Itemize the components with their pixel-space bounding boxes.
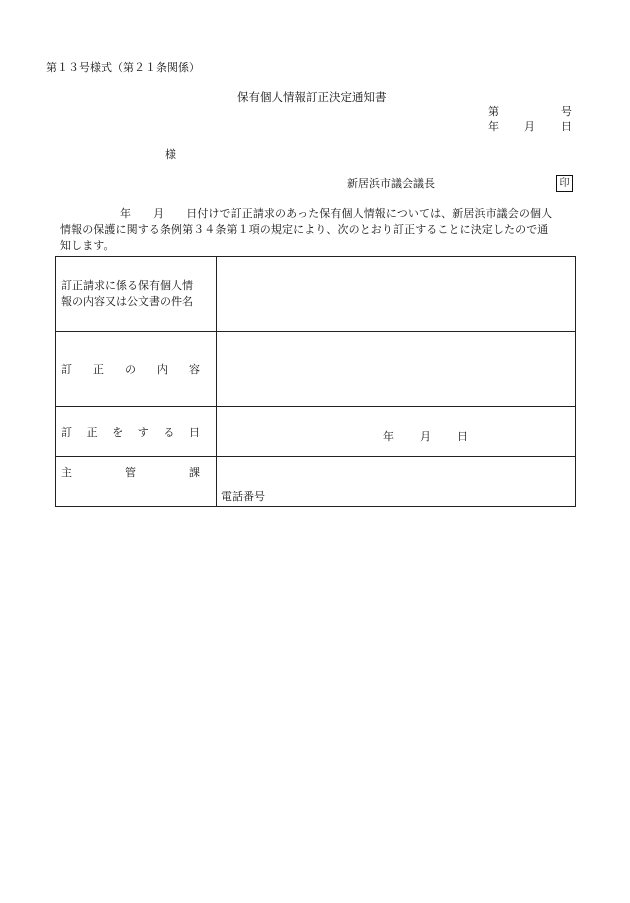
content-label-char: 訂: [61, 363, 72, 376]
phone-number-label: 電話番号: [221, 490, 265, 503]
subject-value-cell[interactable]: [217, 257, 576, 332]
body-line-1-text: 日付けで訂正請求のあった保有個人情報については、新居浜市議会の個人: [186, 207, 553, 220]
department-label-char: 管: [125, 465, 136, 479]
date-day: 日: [561, 120, 572, 133]
subject-label-line-2: 報の内容又は公文書の件名: [61, 295, 193, 308]
department-label-char: 主: [61, 465, 72, 479]
body-line-1: [60, 206, 584, 222]
row-date-day: 日: [457, 430, 468, 443]
date-month: 月: [524, 120, 535, 133]
date-label-char: を: [112, 425, 124, 439]
date-label-char: 正: [86, 425, 98, 439]
department-value-cell[interactable]: [217, 457, 576, 507]
doc-number-suffix: 号: [561, 105, 572, 118]
date-label-char: る: [163, 425, 175, 439]
date-label-char: 訂: [61, 425, 72, 439]
content-label-char: 正: [93, 363, 104, 376]
table-row-content: [56, 332, 576, 407]
date-year: 年: [488, 120, 499, 133]
subject-label: [56, 257, 217, 332]
content-label-chars: [61, 361, 200, 377]
date-label-chars: [61, 424, 200, 440]
subject-label-line-1: 訂正請求に係る保有個人情: [61, 279, 193, 292]
date-label-char: 日: [188, 425, 200, 439]
body-month: 月: [153, 207, 165, 220]
content-label-char: 内: [157, 363, 168, 376]
date-value-cell[interactable]: [217, 407, 576, 457]
addressee-honorific: 様: [165, 148, 176, 161]
row-date-month: 月: [420, 430, 431, 443]
doc-number-prefix: 第: [488, 105, 499, 118]
content-label-char: の: [125, 363, 136, 376]
body-line-2: 情報の保護に関する条例第３４条第１項の規定により、次のとおり訂正することに決定したので通: [60, 223, 549, 236]
department-label-char: 課: [189, 465, 200, 479]
document-title: 保有個人情報訂正決定通知書: [237, 90, 387, 104]
body-year: 年: [120, 207, 132, 220]
content-value-cell[interactable]: [217, 332, 576, 407]
table-row-subject: [56, 257, 576, 332]
date-label-char: す: [137, 425, 149, 439]
department-label: [56, 457, 217, 507]
seal-box: 印: [556, 175, 573, 192]
table-row-department: [56, 457, 576, 507]
form-number: 第１３号様式（第２１条関係）: [46, 61, 200, 74]
body-line-3: 知します。: [60, 239, 115, 252]
content-label: [56, 332, 217, 407]
row-date-year: 年: [383, 430, 394, 443]
notice-body: [60, 206, 584, 254]
table-row-date: [56, 407, 576, 457]
department-label-chars: [61, 464, 200, 480]
sender-name: 新居浜市議会議長: [347, 177, 435, 190]
date-label: [56, 407, 217, 457]
content-label-char: 容: [189, 363, 200, 376]
correction-table: [55, 256, 576, 507]
